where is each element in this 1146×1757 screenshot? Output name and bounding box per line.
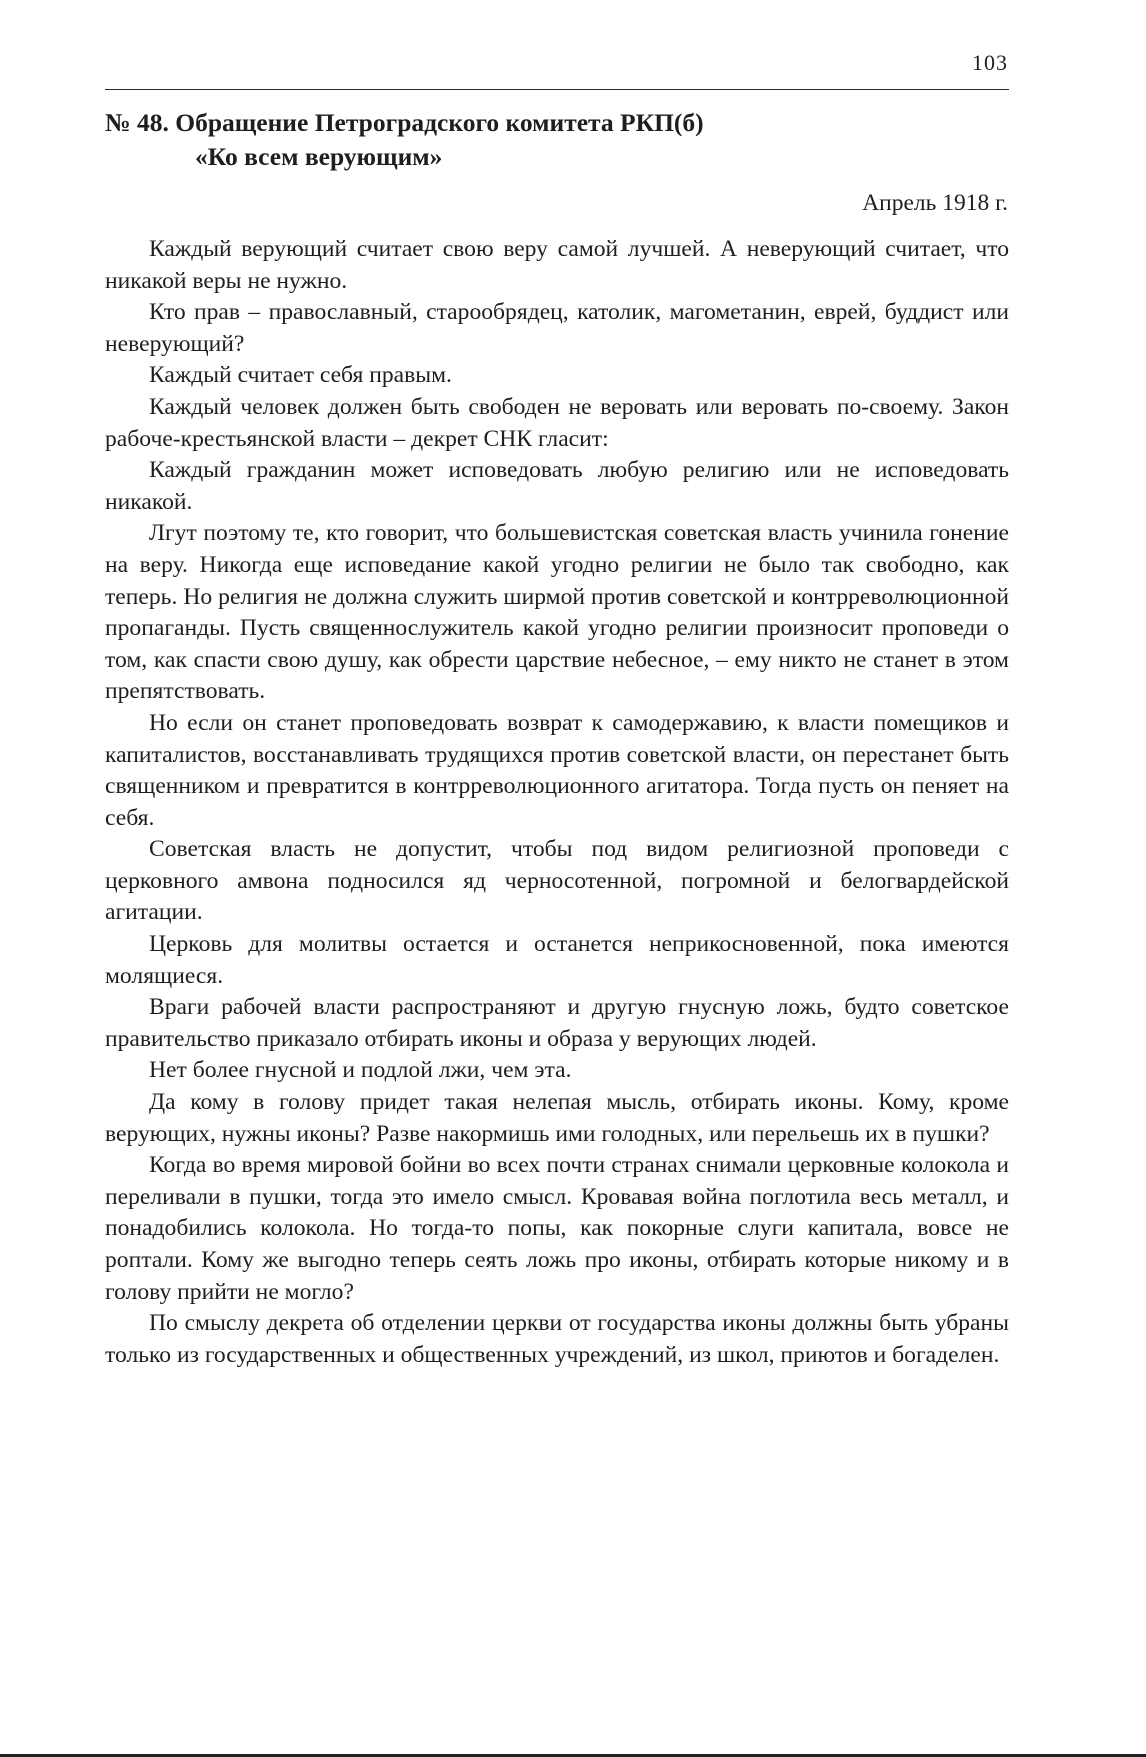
paragraph: Каждый гражданин может исповедовать любую религию или не исповедовать никакой. xyxy=(105,457,1009,515)
paragraph: По смыслу декрета об отделении церкви от государства иконы должны быть убраны только из государственных и общественных учреждений, из школ, приютов и богаделен. xyxy=(105,1310,1009,1368)
paragraph: Советская власть не допустит, чтобы под видом религиозной проповеди с церковного амвона подносился яд черносотенной, погромной и белогвардейской агитации. xyxy=(105,836,1009,926)
paragraph: Когда во время мировой бойни во всех почти странах снимали церковные колокола и переливали в пушки, тогда это имело смысл. Кровавая война поглотила весь металл, и понадобились колокола. Но тогда-то попы, как покорные слуги капитала, вовсе не роптали. Кому же выгодно теперь сеять ложь про иконы, отбирать которые никому и в голову прийти не могло? xyxy=(105,1152,1009,1305)
paragraph: Каждый верующий считает свою веру самой лучшей. А неверующий считает, что никакой веры не нужно. xyxy=(105,236,1009,294)
paragraph: Лгут поэтому те, кто говорит, что большевистская советская власть учинила гонение на веру. Никогда еще исповедание какой угодно религии не было так свободно, как теперь. Но религия не должна служить ширмой против советской и контрреволюционной пропаганды. Пусть священнослужитель какой угодно религии произносит проповеди о том, как спасти свою душу, как обрести царствие небесное, – ему никто не станет в этом препятствовать. xyxy=(105,520,1009,705)
paragraph: Нет более гнусной и подлой лжи, чем эта. xyxy=(149,1057,572,1084)
document-title-line-2: «Ко всем верующим» xyxy=(195,142,443,171)
paragraph: Но если он станет проповедовать возврат к самодержавию, к власти помещиков и капиталистов, восстанавливать трудящихся против советской власти, он перестанет быть священником и превратится в контрреволюционного агитатора. Тогда пусть он пеняет на себя. xyxy=(105,709,1009,831)
document-date: Апрель 1918 г. xyxy=(862,190,1008,216)
header-rule xyxy=(105,89,1009,90)
page-number: 103 xyxy=(972,50,1008,75)
paragraph: Враги рабочей власти распространяют и другую гнусную ложь, будто советское правительство приказало отбирать иконы и образа у верующих людей. xyxy=(105,994,1009,1052)
paragraph: Да кому в голову придет такая нелепая мысль, отбирать иконы. Кому, кроме верующих, нужны иконы? Разве накормишь ими голодных, или перельешь их в пушки? xyxy=(105,1089,1009,1147)
paragraph: Церковь для молитвы остается и останется неприкосновенной, пока имеются молящиеся. xyxy=(105,931,1009,989)
paragraph: Кто прав – православный, старообрядец, католик, магометанин, еврей, буддист или неверующий? xyxy=(105,299,1009,357)
paragraph: Каждый считает себя правым. xyxy=(149,362,452,389)
paragraph: Каждый человек должен быть свободен не веровать или веровать по-своему. Закон рабоче-крестьянской власти – декрет СНК гласит: xyxy=(105,393,1009,452)
document-title-line-1: № 48. Обращение Петроградского комитета РКП(б) xyxy=(105,108,704,137)
document-title xyxy=(105,106,1009,174)
document-body xyxy=(105,234,1009,1371)
